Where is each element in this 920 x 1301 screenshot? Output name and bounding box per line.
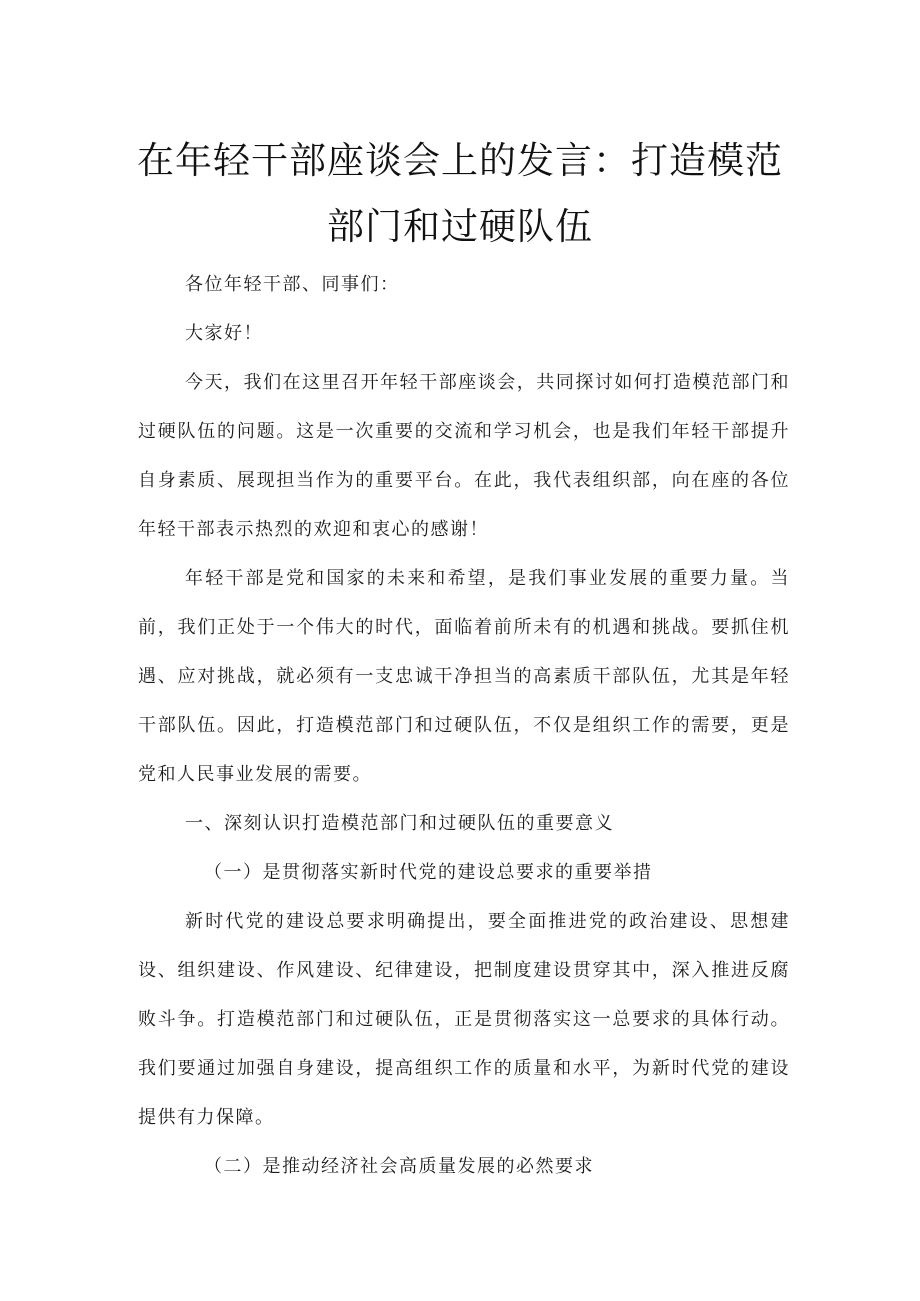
subsection-heading-1: （一）是贯彻落实新时代党的建设总要求的重要举措 xyxy=(204,862,653,883)
body-paragraph-subsection-1: 新时代党的建设总要求明确提出，要全面推进党的政治建设、思想建设、组织建设、作风建设、纪律建设，把制度建设贯穿其中，深入推进反腐败斗争。打造模范部门和过硬队伍，正是贯彻落实这一总要求的具体行动。我们要通过加强自身建设，提高组织工作的质量和水平，为新时代党的建设提供有力保障。 xyxy=(138,911,790,1128)
body-paragraph-intro: 今天，我们在这里召开年轻干部座谈会，共同探讨如何打造模范部门和过硬队伍的问题。这是一次重要的交流和学习机会，也是我们年轻干部提升自身素质、展现担当作为的重要平台。在此，我代表组织部，向在座的各位年轻干部表示热烈的欢迎和衷心的感谢！ xyxy=(138,372,790,540)
document-title-line-1: 在年轻干部座谈会上的发言：打造模范 xyxy=(137,139,783,182)
salutation: 各位年轻干部、同事们： xyxy=(185,274,400,295)
section-heading-1: 一、深刻认识打造模范部门和过硬队伍的重要意义 xyxy=(185,813,614,834)
subsection-heading-2: （二）是推动经济社会高质量发展的必然要求 xyxy=(204,1156,594,1177)
greeting: 大家好！ xyxy=(185,323,263,344)
body-paragraph-background: 年轻干部是党和国家的未来和希望，是我们事业发展的重要力量。当前，我们正处于一个伟大的时代，面临着前所未有的机遇和挑战。要抓住机遇、应对挑战，就必须有一支忠诚干净担当的高素质干部队伍，尤其是年轻干部队伍。因此，打造模范部门和过硬队伍，不仅是组织工作的需要，更是党和人民事业发展的需要。 xyxy=(138,568,790,785)
document-title-line-2: 部门和过硬队伍 xyxy=(327,205,593,248)
